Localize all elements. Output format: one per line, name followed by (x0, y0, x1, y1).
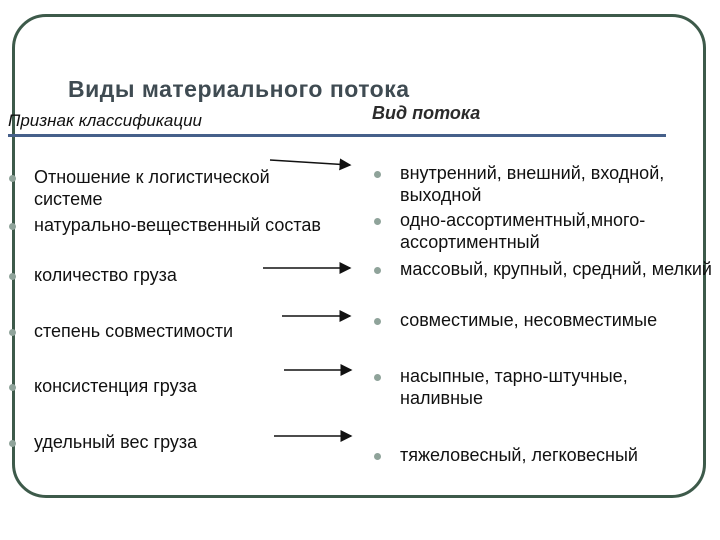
right-item-5: насыпные, тарно-штучные, наливные (400, 366, 628, 408)
bullet-left-3 (9, 273, 16, 280)
right-item-2: одно-ассортиментный,много-ассортиментный (400, 210, 646, 252)
bullet-right-1 (374, 171, 381, 178)
bullet-left-1 (9, 175, 16, 182)
column-header-classification: Признак классификации (8, 111, 202, 130)
bullet-left-2 (9, 223, 16, 230)
right-item-3: массовый, крупный, средний, мелкий (400, 259, 712, 279)
left-item-2: натурально-вещественный состав (34, 215, 321, 235)
bullet-right-4 (374, 318, 381, 325)
header-rule (8, 134, 666, 137)
column-header-flow-type: Вид потока (372, 103, 481, 123)
right-item-1: внутренний, внешний, входной, выходной (400, 163, 665, 205)
bullet-left-6 (9, 440, 16, 447)
left-item-1: Отношение к логистической системе (34, 167, 270, 209)
bullet-right-6 (374, 453, 381, 460)
bullet-right-3 (374, 267, 381, 274)
right-item-6: тяжеловесный, легковесный (400, 445, 638, 465)
bullet-right-5 (374, 374, 381, 381)
left-item-5: консистенция груза (34, 376, 197, 396)
right-item-4: совместимые, несовместимые (400, 310, 658, 330)
bullet-left-5 (9, 384, 16, 391)
bullet-right-2 (374, 218, 381, 225)
bullet-left-4 (9, 329, 16, 336)
left-item-6: удельный вес груза (34, 432, 198, 452)
slide-title: Виды материального потока (68, 76, 410, 102)
left-item-3: количество груза (34, 265, 177, 285)
left-item-4: степень совместимости (34, 321, 234, 341)
